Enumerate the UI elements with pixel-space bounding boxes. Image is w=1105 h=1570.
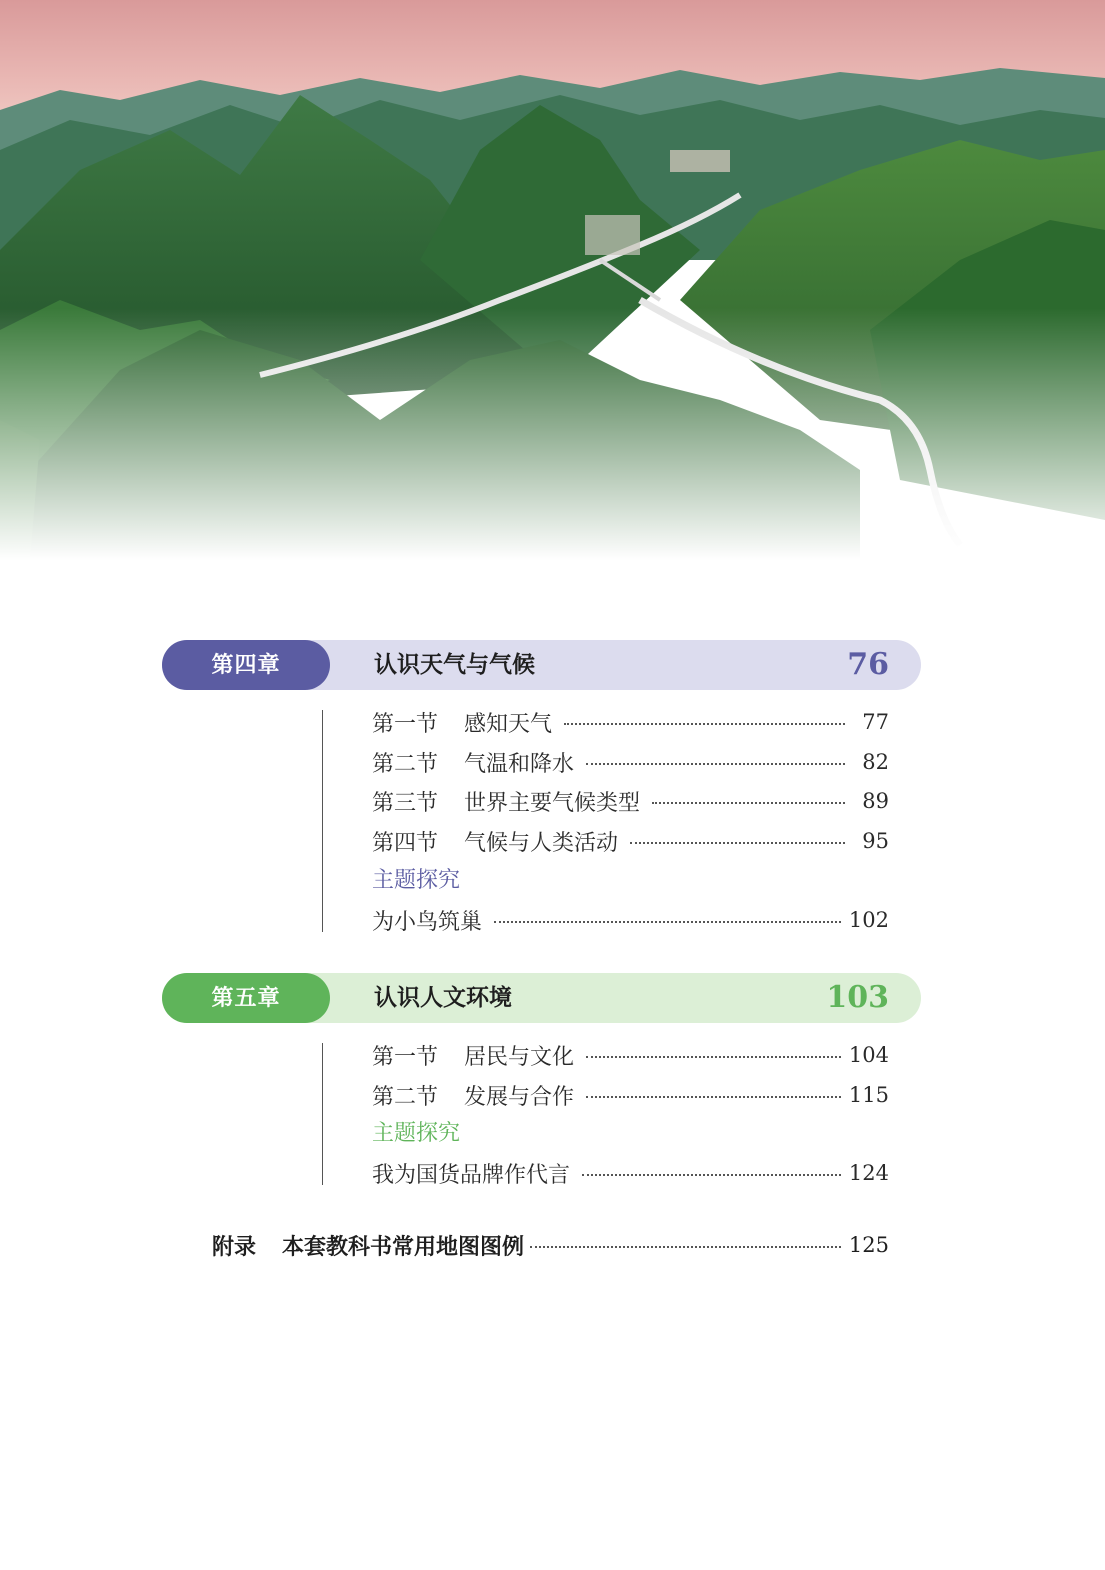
leader-dots bbox=[494, 921, 841, 923]
toc-entry[interactable] bbox=[372, 707, 889, 737]
section-label: 第四节 bbox=[372, 830, 439, 856]
section-label: 第一节 bbox=[372, 711, 439, 737]
page-number: 125 bbox=[848, 1233, 889, 1257]
theme-inquiry-label: 主题探究 bbox=[372, 868, 461, 893]
section-title: 感知天气 bbox=[464, 711, 553, 737]
section-title: 发展与合作 bbox=[464, 1084, 575, 1110]
chapter-divider-line bbox=[322, 710, 323, 932]
page-number: 77 bbox=[862, 710, 889, 734]
page-number: 89 bbox=[862, 789, 889, 813]
section-label: 第二节 bbox=[372, 751, 439, 777]
chapter-label: 第五章 bbox=[162, 973, 330, 1023]
chapter-divider-line bbox=[322, 1043, 323, 1185]
chapter-title: 认识人文环境 bbox=[374, 984, 512, 1011]
leader-dots bbox=[586, 1096, 841, 1098]
leader-dots bbox=[530, 1246, 841, 1248]
leader-dots bbox=[586, 1056, 841, 1058]
section-title: 为小鸟筑巢 bbox=[372, 909, 483, 935]
section-title: 我为国货品牌作代言 bbox=[372, 1162, 571, 1188]
appendix-entry[interactable] bbox=[212, 1230, 889, 1260]
section-label: 第一节 bbox=[372, 1044, 439, 1070]
chapter-title: 认识天气与气候 bbox=[374, 651, 535, 678]
chapter-label: 第四章 bbox=[162, 640, 330, 690]
page-number: 124 bbox=[848, 1161, 889, 1185]
page-number: 102 bbox=[848, 908, 889, 932]
toc-entry[interactable] bbox=[372, 826, 889, 856]
page-number: 95 bbox=[862, 829, 889, 853]
section-title: 世界主要气候类型 bbox=[464, 790, 641, 816]
toc-entry[interactable] bbox=[372, 1080, 889, 1110]
theme-inquiry-label: 主题探究 bbox=[372, 1121, 461, 1146]
page-number: 82 bbox=[862, 750, 889, 774]
page-number: 115 bbox=[848, 1083, 889, 1107]
toc-entry[interactable] bbox=[372, 905, 889, 935]
chapter-header-4[interactable] bbox=[162, 640, 921, 690]
toc-entry[interactable] bbox=[372, 1040, 889, 1070]
leader-dots bbox=[630, 842, 845, 844]
leader-dots bbox=[564, 723, 845, 725]
appendix-label: 附录 bbox=[212, 1233, 257, 1260]
chapter-page-number: 76 bbox=[847, 647, 889, 682]
section-title: 气候与人类活动 bbox=[464, 830, 619, 856]
leader-dots bbox=[582, 1174, 841, 1176]
toc-entry[interactable] bbox=[372, 747, 889, 777]
toc-entry[interactable] bbox=[372, 786, 889, 816]
section-label: 第三节 bbox=[372, 790, 439, 816]
page-number: 104 bbox=[848, 1043, 889, 1067]
chapter-header-5[interactable] bbox=[162, 973, 921, 1023]
chapter-page-number: 103 bbox=[826, 980, 889, 1015]
appendix-title: 本套教科书常用地图图例 bbox=[282, 1233, 525, 1260]
leader-dots bbox=[586, 763, 845, 765]
section-title: 居民与文化 bbox=[464, 1044, 575, 1070]
section-title: 气温和降水 bbox=[464, 751, 575, 777]
leader-dots bbox=[652, 802, 845, 804]
section-label: 第二节 bbox=[372, 1084, 439, 1110]
toc-entry[interactable] bbox=[372, 1158, 889, 1188]
